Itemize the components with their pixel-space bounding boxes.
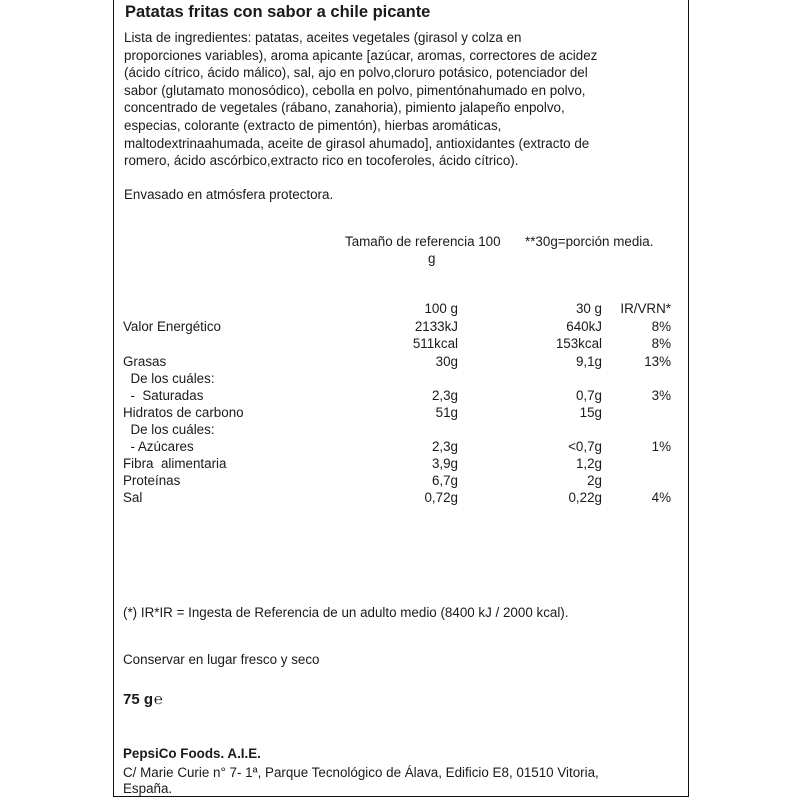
nutrient-label: Sal [123,490,143,505]
value-per100: 0,72g [424,490,458,505]
ingredients-line: Lista de ingredientes: patatas, aceites vegetales (girasol y colza en [124,30,522,45]
value-ir: 8% [651,336,671,351]
value-per100: 6,7g [431,473,458,488]
reference-size-line2: g [428,251,436,266]
nutrition-row [0,335,800,352]
nutrient-label: Proteínas [123,473,181,488]
nutrient-label: Grasas [123,354,167,369]
nutrition-row [0,438,800,455]
header-per30: 30 g [575,301,602,316]
value-ir: 1% [651,439,671,454]
value-per30: 640kJ [566,319,602,334]
packaging-note: Envasado en atmósfera protectora. [124,187,334,202]
value-per100: 3,9g [431,456,458,471]
value-per30: 153kcal [555,336,602,351]
header-ir: IR/VRN* [620,301,671,316]
value-per100: 2,3g [431,388,458,403]
footnote: (*) IR*IR = Ingesta de Referencia de un adulto medio (8400 kJ / 2000 kcal). [123,605,569,620]
nutrition-header-row [0,300,800,317]
header-per100: 100 g [424,301,458,316]
ingredients-line: romero, ácido ascórbico,extracto rico en tocoferoles, ácido cítrico). [124,153,519,169]
ingredients-line: especias, colorante (extracto de pimentón), hierbas aromáticas, [124,117,502,133]
ingredients-list [124,29,684,170]
value-per100: 2,3g [431,439,458,454]
value-per30: 0,7g [575,388,602,403]
value-ir: 4% [651,490,671,505]
ingredients-line: proporciones variables), aroma apicante [azúcar, aromas, correctores de acidez [124,47,598,63]
company-address-line2: España. [123,781,173,796]
ingredients-line: concentrado de vegetales (rábano, zanahoria), pimiento jalapeño enpolvo, [124,100,565,116]
company-name: PepsiCo Foods. A.I.E. [123,746,261,761]
value-per30: 9,1g [575,354,602,369]
value-per30: 15g [579,405,602,420]
nutrient-label: Valor Energético [123,319,222,334]
nutrition-row [0,353,800,370]
nutrition-row [0,318,800,335]
ingredients-line: (ácido cítrico, ácido málico), sal, ajo en polvo,cloruro potásico, potenciador del [124,65,588,81]
value-per100: 51g [435,405,458,420]
value-ir: 13% [644,354,671,369]
value-per100: 2133kJ [414,319,458,334]
value-ir: 3% [651,388,671,403]
storage-instructions: Conservar en lugar fresco y seco [123,652,320,667]
nutrition-row [0,455,800,472]
nutrient-label: - Saturadas [123,388,204,403]
nutrition-row [0,387,800,404]
nutrient-label: Hidratos de carbono [123,405,244,420]
nutrient-label: De los cuáles: [123,371,215,386]
value-ir: 8% [651,319,671,334]
estimate-mark-icon: ℮ [154,691,164,708]
value-per100: 511kcal [412,336,458,351]
nutrient-label: De los cuáles: [123,422,215,437]
nutrition-row [0,472,800,489]
nutrition-row [0,370,800,387]
value-per30: <0,7g [568,439,602,454]
ingredients-line: sabor (glutamato monosódico), cebolla en polvo, pimentónahumado en polvo, [124,82,586,98]
product-title: Patatas fritas con sabor a chile picante [125,3,431,21]
ingredients-line: maltodextrinaahumada, aceite de girasol ahumado], antioxidantes (extracto de [124,135,590,151]
nutrient-label: - Azúcares [123,439,194,454]
value-per100: 30g [435,354,458,369]
net-weight [123,690,163,709]
nutrition-row [0,421,800,438]
company-address-line1: C/ Marie Curie n° 7- 1ª, Parque Tecnológico de Álava, Edificio E8, 01510 Vitoria, [123,765,599,780]
net-weight-value: 75 g [123,691,154,708]
value-per30: 1,2g [575,456,602,471]
nutrition-row [0,489,800,506]
nutrition-row [0,404,800,421]
reference-portion: **30g=porción media. [525,234,654,249]
reference-size-line1: Tamaño de referencia 100 [345,234,501,249]
value-per30: 0,22g [568,490,602,505]
value-per30: 2g [587,473,602,488]
nutrient-label: Fibra alimentaria [123,456,227,471]
